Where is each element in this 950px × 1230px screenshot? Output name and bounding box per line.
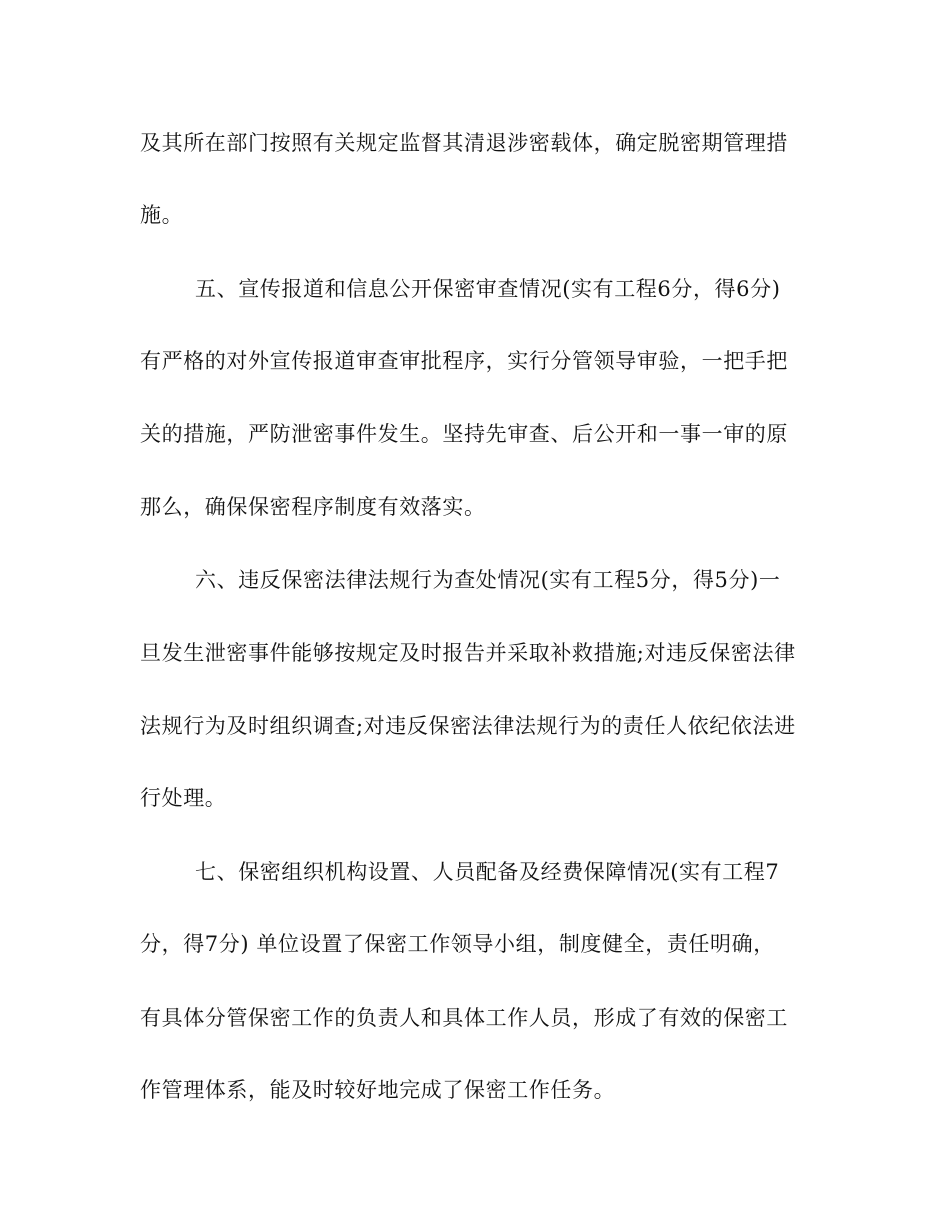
section-heading-6: 六、违反保密法律法规行为查处情况(实有工程5分，得5分)一 bbox=[195, 568, 781, 592]
text-line: 法规行为及时组织调查;对违反保密法律法规行为的责任人依纪依法进 bbox=[140, 714, 796, 738]
text-line: 分，得7分) 单位设置了保密工作领导小组，制度健全，责任明确， bbox=[140, 932, 775, 956]
section-heading-7: 七、保密组织机构设置、人员配备及经费保障情况(实有工程7 bbox=[195, 860, 780, 884]
text-line: 那么，确保保密程序制度有效落实。 bbox=[140, 495, 486, 519]
text-line: 旦发生泄密事件能够按规定及时报告并采取补救措施;对违反保密法律 bbox=[140, 641, 796, 665]
text-line: 及其所在部门按照有关规定监督其清退涉密载体，确定脱密期管理措 bbox=[140, 131, 788, 155]
text-line: 有严格的对外宣传报道审查审批程序，实行分管领导审验，一把手把 bbox=[140, 349, 788, 373]
text-line: 施。 bbox=[140, 203, 184, 227]
section-heading-5: 五、宣传报道和信息公开保密审查情况(实有工程6分，得6分) bbox=[195, 277, 781, 301]
text-line: 行处理。 bbox=[140, 786, 227, 810]
text-line: 关的措施，严防泄密事件发生。坚持先审查、后公开和一事一审的原 bbox=[140, 422, 788, 446]
text-line: 作管理体系，能及时较好地完成了保密工作任务。 bbox=[140, 1078, 616, 1102]
text-line: 有具体分管保密工作的负责人和具体工作人员，形成了有效的保密工 bbox=[140, 1006, 788, 1030]
